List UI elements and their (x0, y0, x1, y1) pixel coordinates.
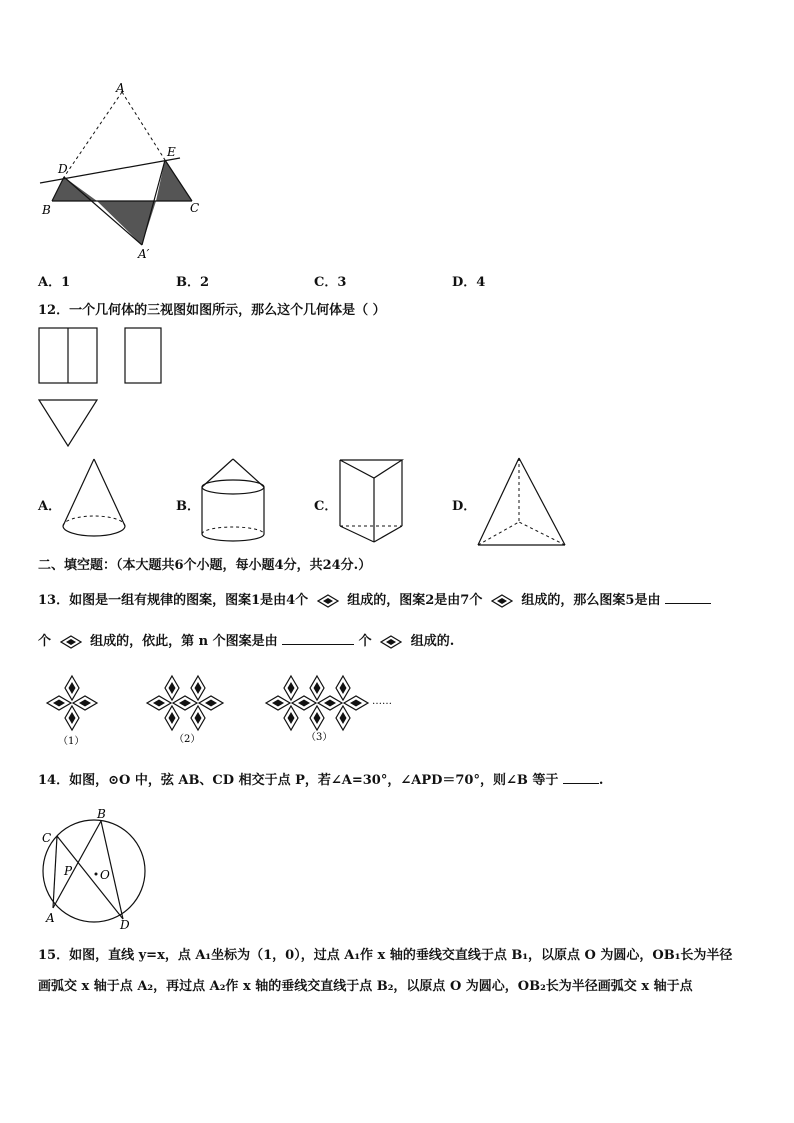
caption-1: （1） (58, 736, 85, 747)
q13-text-6: 个 (358, 634, 372, 649)
pattern-2 (147, 676, 223, 730)
q15-line1: 15．如图，直线 y=x，点 A₁坐标为（1，0），过点 A₁作 x 轴的垂线交直线于点 B₁，以原点 O 为圆心，OB₁长为半径 (38, 948, 733, 963)
q13-text-2: 组成的，图案2是由7个 (347, 593, 483, 608)
pattern-1 (47, 676, 97, 730)
triangular-pyramid-figure (474, 454, 570, 550)
q13-line2 (38, 630, 454, 651)
shaded-region-right (156, 160, 192, 201)
q12-option-d[interactable]: D． (452, 499, 477, 514)
diamond-tile-icon (60, 635, 82, 649)
q12-option-b[interactable]: B． (176, 499, 200, 514)
caption-2: （2） (174, 734, 201, 745)
label-A: A (46, 911, 55, 925)
diamond-tile-icon (317, 594, 339, 608)
triangle-fold-figure (30, 80, 220, 265)
shaded-region-mid (97, 201, 156, 245)
cone-figure (58, 456, 130, 544)
answer-blank-3[interactable] (563, 769, 599, 784)
label-A-prime: A′ (138, 247, 150, 261)
circle-o (43, 820, 145, 922)
q11-option-c[interactable]: C．3 (314, 275, 347, 290)
q13-text-4: 个 (38, 634, 52, 649)
diamond-pattern-figure (40, 670, 400, 752)
cylinder-cone-figure (196, 456, 270, 546)
label-B: B (42, 203, 51, 217)
q14-end: . (598, 773, 604, 788)
q13-text-7: 组成的. (410, 634, 455, 649)
q13-text-3: 组成的，那么图案5是由 (521, 593, 661, 608)
q13-line1 (38, 589, 711, 610)
diamond-tile-icon (380, 635, 402, 649)
q12-option-c[interactable]: C． (314, 499, 338, 514)
q11-option-d[interactable]: D．4 (452, 275, 486, 290)
label-C: C (42, 831, 52, 845)
label-D: D (58, 162, 68, 176)
triangular-prism-figure (336, 456, 408, 548)
caption-3: （3） (306, 732, 333, 743)
q12-option-a[interactable]: A． (38, 499, 62, 514)
label-P: P (64, 864, 73, 878)
section-heading: 二、填空题：（本大题共6个小题，每小题4分，共24分.） (38, 558, 372, 573)
label-E: E (167, 145, 176, 159)
label-B: B (97, 807, 106, 821)
diamond-tile-icon (491, 594, 513, 608)
pattern-3 (266, 676, 368, 730)
circle-chords-figure (30, 802, 160, 930)
answer-blank-1[interactable] (665, 589, 711, 604)
ellipsis: …… (372, 696, 392, 707)
q12-question: 12．一个几何体的三视图如图所示，那么这个几何体是（ ） (38, 303, 386, 318)
q14-question (38, 769, 603, 790)
label-O: O (100, 868, 110, 882)
side-view (125, 328, 161, 383)
q13-text-1: 13．如图是一组有规律的图案，图案1是由4个 (38, 593, 309, 608)
q11-option-a[interactable]: A．1 (38, 275, 71, 290)
three-views-figure (36, 326, 166, 450)
q14-text: 14．如图，⊙O 中，弦 AB、CD 相交于点 P，若∠A=30°，∠APD＝70°，则∠B 等于 (38, 773, 559, 788)
label-C: C (190, 201, 200, 215)
q13-text-5: 组成的，依此，第 n 个图案是由 (90, 634, 278, 649)
q11-option-b[interactable]: B．2 (176, 275, 210, 290)
q15-line2: 画弧交 x 轴于点 A₂，再过点 A₂作 x 轴的垂线交直线于点 B₂，以原点 O 为圆心，OB₂长为半径画弧交 x 轴于点 (38, 979, 693, 994)
top-view (39, 400, 97, 446)
label-A: A (116, 81, 125, 95)
label-D: D (120, 918, 130, 930)
answer-blank-2[interactable] (282, 630, 354, 645)
shaded-region-left (52, 177, 97, 201)
